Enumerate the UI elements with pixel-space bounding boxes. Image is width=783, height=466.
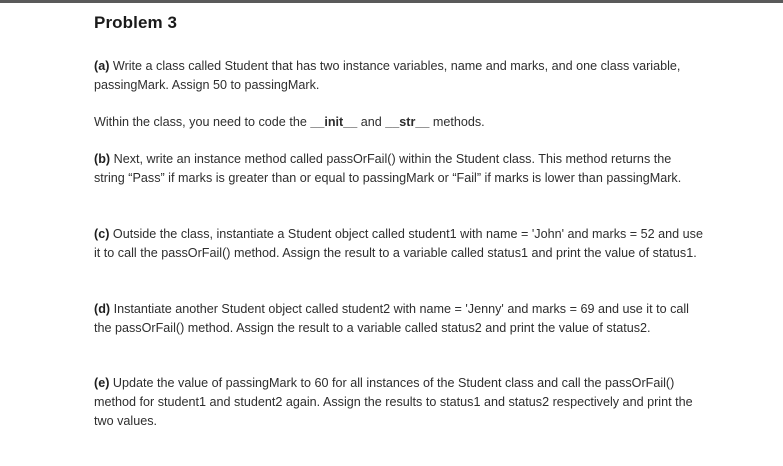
part-a-text: Write a class called Student that has two instance variables, name and marks, and one class variable, passingMark. Assign 50 to passingMark. (94, 59, 681, 92)
init-note-middle: and (357, 115, 386, 129)
init-note-suffix: methods. (429, 115, 485, 129)
init-method-name: __init__ (310, 115, 358, 129)
part-d-paragraph (94, 300, 704, 338)
init-note-prefix: Within the class, you need to code the (94, 115, 311, 129)
part-e-paragraph (94, 374, 704, 430)
part-d-text: Instantiate another Student object called student2 with name = 'Jenny' and marks = 69 and use it to call the passOrFail() method. Assign the result to a variable called status2 and print the value of status2. (94, 302, 689, 335)
part-a-label: (a) (94, 59, 110, 73)
init-methods-note (94, 113, 704, 132)
part-b-paragraph (94, 150, 704, 188)
part-d-label: (d) (94, 302, 111, 316)
part-b-label: (b) (94, 152, 111, 166)
part-c-paragraph (94, 225, 704, 263)
str-method-name: __str__ (385, 115, 430, 129)
part-e-text: Update the value of passingMark to 60 for all instances of the Student class and call the passOrFail() method for student1 and student2 again. Assign the results to status1 and status2 respectively and print the two values. (94, 376, 693, 428)
part-a-paragraph (94, 57, 704, 95)
part-c-text: Outside the class, instantiate a Student object called student1 with name = 'John' and marks = 52 and use it to call the passOrFail() method. Assign the result to a variable called status1 and print the value of status1. (94, 227, 703, 260)
part-e-label: (e) (94, 376, 110, 390)
part-b-text: Next, write an instance method called passOrFail() within the Student class. This method returns the string “Pass” if marks is greater than or equal to passingMark or “Fail” if marks is lower than passingMark. (94, 152, 682, 185)
part-c-label: (c) (94, 227, 110, 241)
problem-title: Problem 3 (94, 13, 178, 32)
